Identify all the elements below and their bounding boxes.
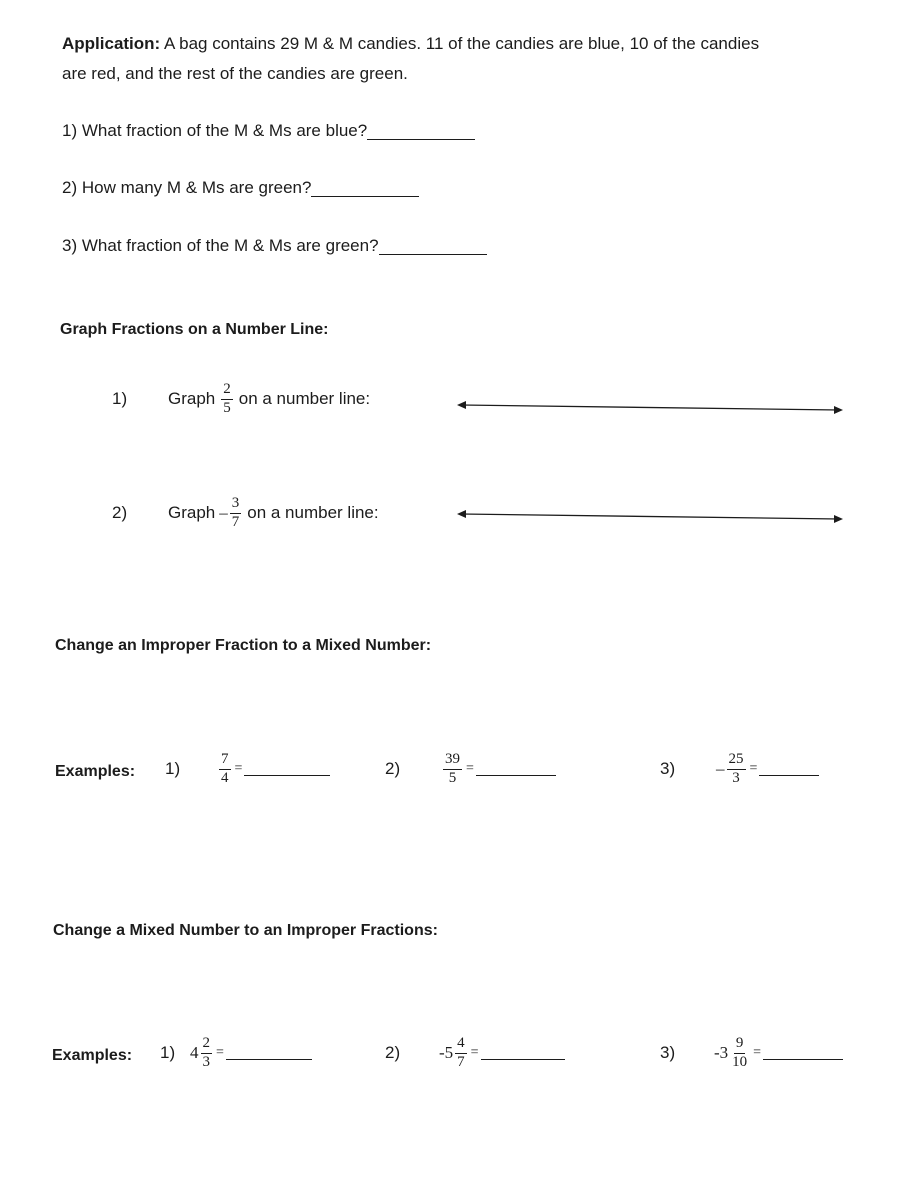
application-text-line1: A bag contains 29 M & M candies. 11 of the candies are blue, 10 of the candies	[160, 34, 760, 53]
number-line-1[interactable]	[455, 396, 847, 418]
question-1-number: 1)	[62, 121, 78, 140]
improper-example-2-equals: =	[466, 761, 474, 777]
improper-example-1-denominator: 4	[221, 769, 229, 786]
mixed-example-2-fraction	[455, 1036, 467, 1071]
improper-example-3-numerator: 25	[727, 752, 746, 770]
improper-example-1-equals: =	[234, 761, 243, 777]
question-2-number: 2)	[62, 178, 78, 197]
number-line-2-left-arrow-icon	[457, 510, 466, 518]
mixed-example-1-answer-blank[interactable]	[226, 1059, 312, 1060]
improper-example-2-denominator: 5	[448, 769, 457, 786]
mixed-example-2	[385, 1036, 565, 1071]
mixed-example-3-answer-blank[interactable]	[763, 1059, 843, 1060]
mixed-example-3-denominator: 10	[732, 1053, 748, 1070]
mixed-examples-label: Examples:	[52, 1047, 133, 1064]
question-2	[62, 178, 419, 198]
graph-item-2-numerator: 3	[230, 496, 242, 514]
graph-section-heading: Graph Fractions on a Number Line:	[60, 321, 329, 338]
improper-example-3-number: 3)	[660, 759, 676, 779]
improper-example-1	[165, 752, 330, 787]
graph-item-1-numerator: 2	[221, 382, 233, 400]
mixed-example-1-denominator: 3	[202, 1053, 210, 1070]
mixed-example-1-whole: 4	[190, 1043, 199, 1063]
improper-examples-label: Examples:	[55, 763, 136, 780]
improper-example-2-answer-blank[interactable]	[476, 775, 556, 776]
question-3-number: 3)	[62, 236, 78, 255]
graph-item-2	[112, 496, 379, 531]
application-paragraph-line1	[62, 34, 759, 54]
question-2-text: How many M & Ms are green?	[81, 178, 312, 197]
mixed-example-3-equals: =	[753, 1045, 762, 1061]
improper-example-3-fraction	[727, 752, 746, 787]
mixed-example-3-number: 3)	[660, 1043, 676, 1063]
mixed-example-3-numerator: 9	[734, 1036, 746, 1054]
number-line-2-right-arrow-icon	[834, 515, 843, 523]
mixed-example-3-fraction	[730, 1036, 749, 1071]
question-1	[62, 121, 475, 141]
mixed-example-1-number: 1)	[160, 1043, 176, 1063]
graph-item-2-suffix: on a number line:	[247, 503, 379, 523]
mixed-example-1-equals: =	[216, 1045, 224, 1061]
mixed-example-3	[660, 1036, 843, 1071]
mixed-example-2-whole: -5	[439, 1043, 454, 1063]
question-1-answer-blank[interactable]	[367, 139, 475, 140]
improper-example-3-equals: =	[749, 761, 758, 777]
number-line-2[interactable]	[455, 505, 847, 527]
improper-example-3-sign: –	[716, 759, 725, 779]
application-text-line2: are red, and the rest of the candies are green.	[62, 64, 408, 83]
graph-item-2-sign: –	[219, 503, 228, 523]
mixed-example-2-answer-blank[interactable]	[481, 1059, 565, 1060]
number-line-1-left-arrow-icon	[457, 401, 466, 409]
improper-example-3-denominator: 3	[732, 769, 740, 786]
application-label: Application:	[62, 34, 161, 53]
question-3	[62, 236, 487, 256]
improper-section-heading: Change an Improper Fraction to a Mixed Number:	[55, 637, 432, 654]
improper-example-2	[385, 752, 556, 787]
mixed-example-2-numerator: 4	[455, 1036, 467, 1054]
improper-example-2-numerator: 39	[443, 752, 462, 770]
mixed-example-2-equals: =	[470, 1045, 479, 1061]
graph-item-2-fraction	[230, 496, 242, 531]
question-2-answer-blank[interactable]	[311, 196, 419, 197]
improper-example-2-number: 2)	[385, 759, 401, 779]
improper-example-1-numerator: 7	[219, 752, 231, 770]
mixed-example-1-fraction	[201, 1036, 213, 1071]
graph-item-2-number: 2)	[112, 503, 128, 523]
mixed-example-1	[160, 1036, 312, 1071]
graph-item-1-prefix: Graph	[168, 389, 216, 409]
improper-example-1-number: 1)	[165, 759, 181, 779]
graph-item-1-fraction	[221, 382, 233, 417]
graph-item-1-suffix: on a number line:	[238, 389, 371, 409]
question-1-text: What fraction of the M & Ms are blue?	[81, 121, 368, 140]
graph-item-1-denominator: 5	[223, 399, 231, 416]
improper-example-1-fraction	[219, 752, 231, 787]
mixed-section-heading: Change a Mixed Number to an Improper Fractions:	[53, 922, 438, 939]
improper-example-2-fraction	[443, 752, 462, 787]
mixed-example-2-number: 2)	[385, 1043, 401, 1063]
mixed-example-2-denominator: 7	[457, 1053, 465, 1070]
graph-item-2-prefix: Graph	[168, 503, 216, 523]
mixed-example-3-whole: -3	[714, 1043, 729, 1063]
mixed-example-1-numerator: 2	[201, 1036, 213, 1054]
number-line-1-right-arrow-icon	[834, 406, 843, 414]
graph-item-1	[112, 382, 370, 417]
graph-item-2-denominator: 7	[231, 513, 240, 530]
improper-example-1-answer-blank[interactable]	[244, 775, 330, 776]
question-3-text: What fraction of the M & Ms are green?	[81, 236, 379, 255]
question-3-answer-blank[interactable]	[379, 254, 487, 255]
improper-example-3	[660, 752, 819, 787]
improper-example-3-answer-blank[interactable]	[759, 775, 819, 776]
graph-item-1-number: 1)	[112, 389, 128, 409]
